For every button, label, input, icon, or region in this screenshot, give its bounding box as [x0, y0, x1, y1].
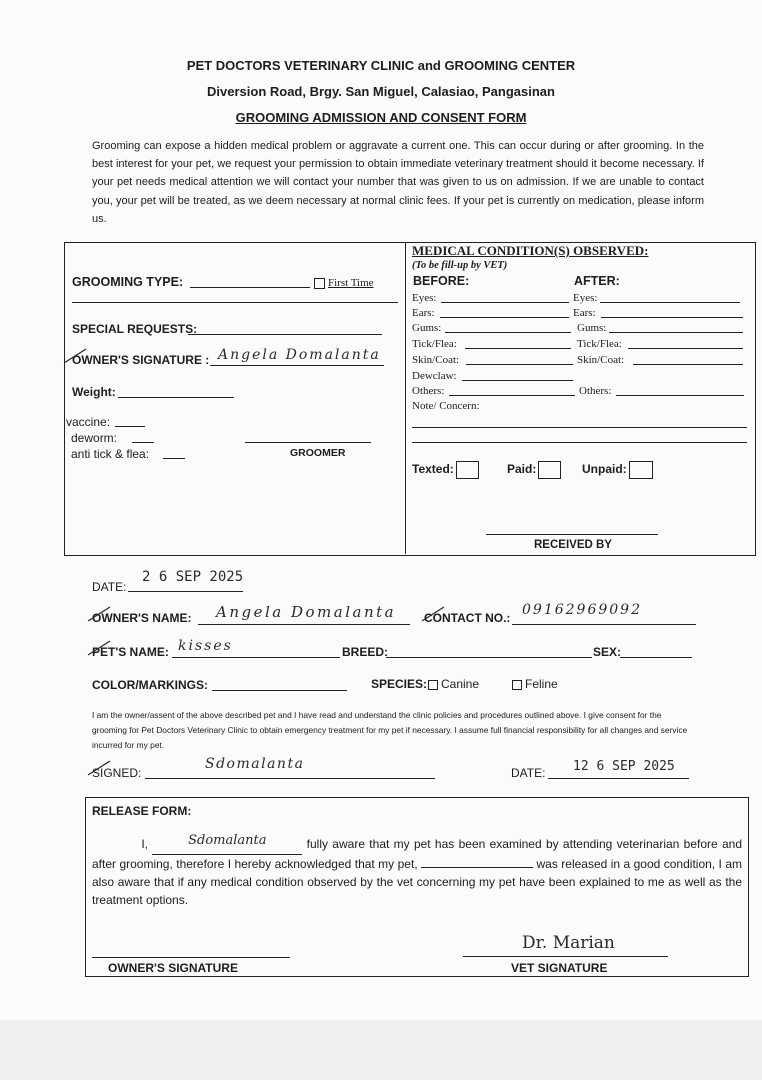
signed-label: SIGNED: — [92, 766, 142, 780]
release-pet-name-field[interactable] — [421, 855, 533, 868]
before-tick-label: Tick/Flea: — [412, 338, 457, 350]
contact-value: 09162969092 — [522, 602, 642, 618]
vaccine-label: vaccine: — [66, 415, 111, 429]
before-eyes-label: Eyes: — [412, 292, 437, 304]
signed-date-label: DATE: — [511, 766, 546, 780]
release-owner-signature: Sdomalanta — [188, 833, 267, 848]
canine-checkbox[interactable] — [428, 680, 438, 690]
signed-date-value: 12 6 SEP 2025 — [573, 759, 675, 774]
box-divider — [405, 243, 406, 554]
medical-subtitle: (To be fill-up by VET) — [412, 260, 508, 271]
after-skin-line[interactable] — [633, 364, 743, 365]
paid-checkbox[interactable] — [538, 461, 561, 479]
signed-value: Sdomalanta — [205, 756, 305, 772]
owner-signature-release-line[interactable] — [92, 957, 290, 958]
after-gums-label: Gums: — [577, 322, 607, 334]
received-by-label: RECEIVED BY — [534, 539, 612, 551]
anti-tick-label: anti tick & flea: — [71, 447, 150, 461]
before-dewclaw-label: Dewclaw: — [412, 370, 457, 382]
sex-line[interactable] — [620, 657, 692, 658]
owner-name-line[interactable] — [198, 624, 410, 625]
signed-line[interactable] — [145, 778, 435, 779]
grooming-extra-line[interactable] — [72, 302, 398, 303]
paid-label: Paid: — [507, 462, 537, 477]
strike-mark-icon — [86, 758, 112, 778]
sex-label: SEX: — [593, 645, 622, 659]
after-skin-label: Skin/Coat: — [577, 354, 625, 366]
before-skin-line[interactable] — [466, 364, 573, 365]
date-label: DATE: — [92, 580, 127, 594]
owner-name-label: OWNER'S NAME: — [92, 611, 192, 625]
feline-option[interactable] — [512, 677, 558, 691]
strike-mark-icon — [86, 604, 112, 624]
release-paragraph — [92, 835, 742, 909]
first-time-label: First Time — [328, 277, 374, 289]
texted-option[interactable] — [412, 461, 479, 479]
note-line-1[interactable] — [412, 427, 747, 428]
color-markings-label: COLOR/MARKINGS: — [92, 678, 208, 692]
anti-tick-line[interactable] — [163, 458, 185, 459]
after-ears-label: Ears: — [573, 307, 596, 319]
after-tick-line[interactable] — [628, 348, 743, 349]
feline-checkbox[interactable] — [512, 680, 522, 690]
release-i: I, — [141, 837, 148, 851]
after-tick-label: Tick/Flea: — [577, 338, 622, 350]
contact-label: CONTACT NO.: — [424, 611, 511, 625]
before-ears-label: Ears: — [412, 307, 435, 319]
pet-name-line[interactable] — [172, 657, 340, 658]
weight-label: Weight: — [72, 385, 116, 399]
groomer-signature-line[interactable] — [245, 442, 371, 443]
after-ears-line[interactable] — [601, 317, 743, 318]
release-owner-name-field[interactable] — [152, 835, 302, 855]
deworm-line[interactable] — [132, 442, 154, 443]
before-gums-line[interactable] — [445, 332, 571, 333]
owner-name-value: Angela Domalanta — [216, 603, 397, 621]
contact-line[interactable] — [512, 624, 696, 625]
after-eyes-line[interactable] — [600, 302, 740, 303]
release-text-part2: was released in a good condition, I am also aware that if any medical condition observed by the vet concerning my pet have been explained to me as well as the treatment options. — [92, 857, 742, 907]
after-eyes-label: Eyes: — [573, 292, 598, 304]
special-requests-label: SPECIAL REQUESTS: — [72, 322, 198, 336]
first-time-option[interactable] — [314, 277, 374, 289]
note-label: Note/ Concern: — [412, 400, 480, 412]
owner-signature-label: OWNER'S SIGNATURE : — [72, 353, 210, 367]
pet-name-value: kisses — [178, 638, 233, 654]
first-time-checkbox[interactable] — [314, 278, 325, 289]
texted-label: Texted: — [412, 462, 454, 477]
groomer-label: GROOMER — [290, 447, 346, 459]
strike-mark-icon — [62, 346, 88, 366]
before-ears-line[interactable] — [440, 317, 569, 318]
before-gums-label: Gums: — [412, 322, 442, 334]
breed-line[interactable] — [386, 657, 592, 658]
breed-label: BREED: — [342, 645, 389, 659]
paid-option[interactable] — [507, 461, 561, 479]
pet-name-label: PET'S NAME: — [92, 645, 169, 659]
before-label: BEFORE: — [413, 274, 470, 288]
after-others-label: Others: — [579, 385, 612, 397]
scan-background — [0, 1020, 762, 1080]
release-title: RELEASE FORM: — [92, 804, 192, 818]
date-line[interactable] — [128, 591, 243, 592]
species-label: SPECIES: — [371, 677, 428, 691]
date-value: 2 6 SEP 2025 — [142, 569, 244, 585]
clinic-address: Diversion Road, Brgy. San Miguel, Calasiao, Pangasinan — [207, 84, 555, 99]
special-requests-line[interactable] — [188, 334, 382, 335]
before-others-label: Others: — [412, 385, 445, 397]
unpaid-label: Unpaid: — [582, 462, 627, 477]
consent-text: I am the owner/assent of the above described pet and I have read and understand the clinic policies and procedures outlined above. I give consent for the grooming for Pet Doctors Veterinary Clinic to obtain emergency treatment for my pet if necessary. I assume full financial responsibility for all changes and service incurred for my pet. — [92, 710, 688, 750]
color-markings-line[interactable] — [212, 690, 347, 691]
signed-date-line[interactable] — [548, 778, 689, 779]
after-gums-line[interactable] — [609, 332, 743, 333]
vaccine-line[interactable] — [115, 426, 145, 427]
grooming-type-line[interactable] — [190, 287, 310, 288]
intro-paragraph: Grooming can expose a hidden medical problem or aggravate a current one. This can occur during or after grooming. In the best interest for your pet, we request your permission to obtain immediate veterinary treatment should it become necessary. If your pet needs medical attention we will contact your number that was given to us on admission. If we are unable to contact you, your pet will be treated, as we deem necessary at normal clinic fees. If your pet is currently on medication, please inform us. — [92, 140, 704, 225]
strike-mark-icon — [86, 638, 112, 658]
strike-mark-icon — [420, 604, 446, 624]
deworm-label: deworm: — [71, 431, 118, 445]
before-eyes-line[interactable] — [441, 302, 569, 303]
received-by-line[interactable] — [486, 534, 658, 535]
form-title: GROOMING ADMISSION AND CONSENT FORM — [235, 110, 527, 125]
owner-signature-release-label: OWNER'S SIGNATURE — [108, 961, 238, 975]
vet-signature-line[interactable] — [463, 956, 668, 957]
before-dewclaw-line[interactable] — [462, 380, 573, 381]
canine-option[interactable] — [428, 677, 479, 691]
release-text-part1: fully aware that my pet has been examined by attending veterinarian before and after grooming, therefore I hereby acknowledged that my pet, — [92, 837, 742, 871]
unpaid-checkbox[interactable] — [629, 461, 653, 479]
feline-label: Feline — [525, 677, 558, 691]
before-others-line[interactable] — [449, 395, 575, 396]
vet-signature-label: VET SIGNATURE — [511, 961, 608, 975]
after-label: AFTER: — [574, 274, 620, 288]
before-skin-label: Skin/Coat: — [412, 354, 460, 366]
canine-label: Canine — [441, 677, 480, 691]
owner-signature-line[interactable] — [210, 365, 384, 366]
vet-signature-value: Dr. Marian — [522, 933, 615, 953]
note-line-2[interactable] — [412, 442, 747, 443]
medical-title: MEDICAL CONDITION(S) OBSERVED: — [412, 243, 649, 258]
owner-signature-value: Angela Domalanta — [218, 347, 381, 363]
weight-line[interactable] — [118, 397, 234, 398]
before-tick-line[interactable] — [465, 348, 571, 349]
grooming-medical-box — [64, 242, 756, 556]
unpaid-option[interactable] — [582, 461, 653, 479]
after-others-line[interactable] — [616, 395, 744, 396]
clinic-name: PET DOCTORS VETERINARY CLINIC and GROOMING CENTER — [186, 58, 576, 73]
grooming-type-label: GROOMING TYPE: — [72, 275, 184, 289]
texted-checkbox[interactable] — [456, 461, 479, 479]
